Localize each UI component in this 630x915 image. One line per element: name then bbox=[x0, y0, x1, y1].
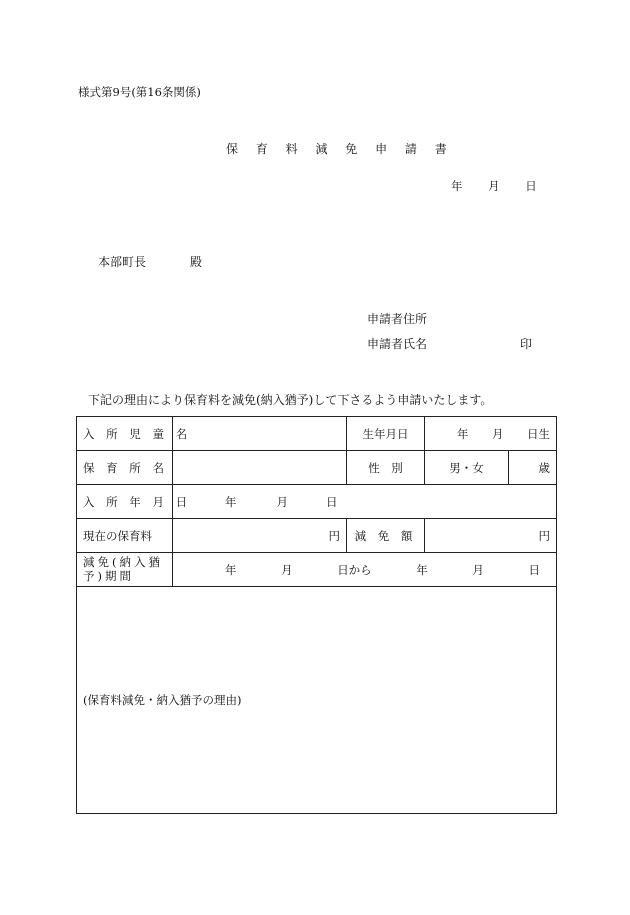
period-month-1: 月 bbox=[281, 562, 293, 577]
addressee-honorific: 殿 bbox=[190, 255, 203, 269]
current-fee-label: 現在の保育料 bbox=[77, 519, 173, 553]
child-name-field[interactable] bbox=[173, 417, 347, 451]
addressee-name: 本部町長 bbox=[98, 255, 147, 269]
age-field[interactable]: 歳 bbox=[509, 451, 557, 485]
table-row-nursery bbox=[77, 451, 557, 485]
entry-day: 日 bbox=[326, 494, 338, 509]
birthdate-label: 生年月日 bbox=[347, 417, 425, 451]
nursery-name-label: 保 育 所 名 bbox=[77, 451, 173, 485]
period-label: 減免(納入猶予)期間 bbox=[77, 553, 173, 587]
period-year-2: 年 bbox=[416, 562, 428, 577]
gender-label: 性 別 bbox=[347, 451, 425, 485]
seal-mark: 印 bbox=[520, 337, 533, 351]
period-year-1: 年 bbox=[225, 562, 237, 577]
table-row-child-name bbox=[77, 417, 557, 451]
applicant-name-label: 申請者氏名 bbox=[367, 337, 428, 351]
form-number: 様式第9号(第16条関係) bbox=[78, 85, 201, 99]
application-table bbox=[76, 416, 557, 814]
entry-year: 年 bbox=[225, 494, 237, 509]
current-fee-field[interactable]: 円 bbox=[173, 519, 347, 553]
table-row-entry-date bbox=[77, 485, 557, 519]
period-day-2: 日 bbox=[528, 562, 540, 577]
entry-month: 月 bbox=[276, 494, 288, 509]
request-statement: 下記の理由により保育料を減免(納入猶予)して下さるよう申請いたします。 bbox=[88, 393, 493, 407]
entry-date-label: 入 所 年 月 日 bbox=[77, 485, 173, 519]
reason-label: (保育料減免・納入猶予の理由) bbox=[83, 693, 242, 707]
birth-month: 月 bbox=[492, 426, 504, 441]
child-name-label: 入 所 児 童 名 bbox=[77, 417, 173, 451]
application-date: 年 月 日 bbox=[451, 179, 537, 193]
entry-date-field[interactable] bbox=[173, 485, 557, 519]
nursery-name-field[interactable] bbox=[173, 451, 347, 485]
reduction-amount-label: 減 免 額 bbox=[347, 519, 425, 553]
birth-day: 日生 bbox=[527, 426, 550, 441]
document-title: 保 育 料 減 免 申 請 書 bbox=[226, 142, 454, 156]
addressee bbox=[98, 256, 202, 268]
period-from: 日から bbox=[337, 562, 372, 577]
birthdate-field[interactable] bbox=[425, 417, 557, 451]
reduction-amount-field[interactable]: 円 bbox=[425, 519, 557, 553]
table-row-fee bbox=[77, 519, 557, 553]
birth-year: 年 bbox=[457, 426, 469, 441]
applicant-address-label: 申請者住所 bbox=[367, 312, 428, 326]
reason-field[interactable] bbox=[77, 587, 557, 814]
table-row-reason bbox=[77, 587, 557, 814]
period-field[interactable] bbox=[173, 553, 557, 587]
gender-field[interactable]: 男・女 bbox=[425, 451, 509, 485]
table-row-period bbox=[77, 553, 557, 587]
period-month-2: 月 bbox=[472, 562, 484, 577]
